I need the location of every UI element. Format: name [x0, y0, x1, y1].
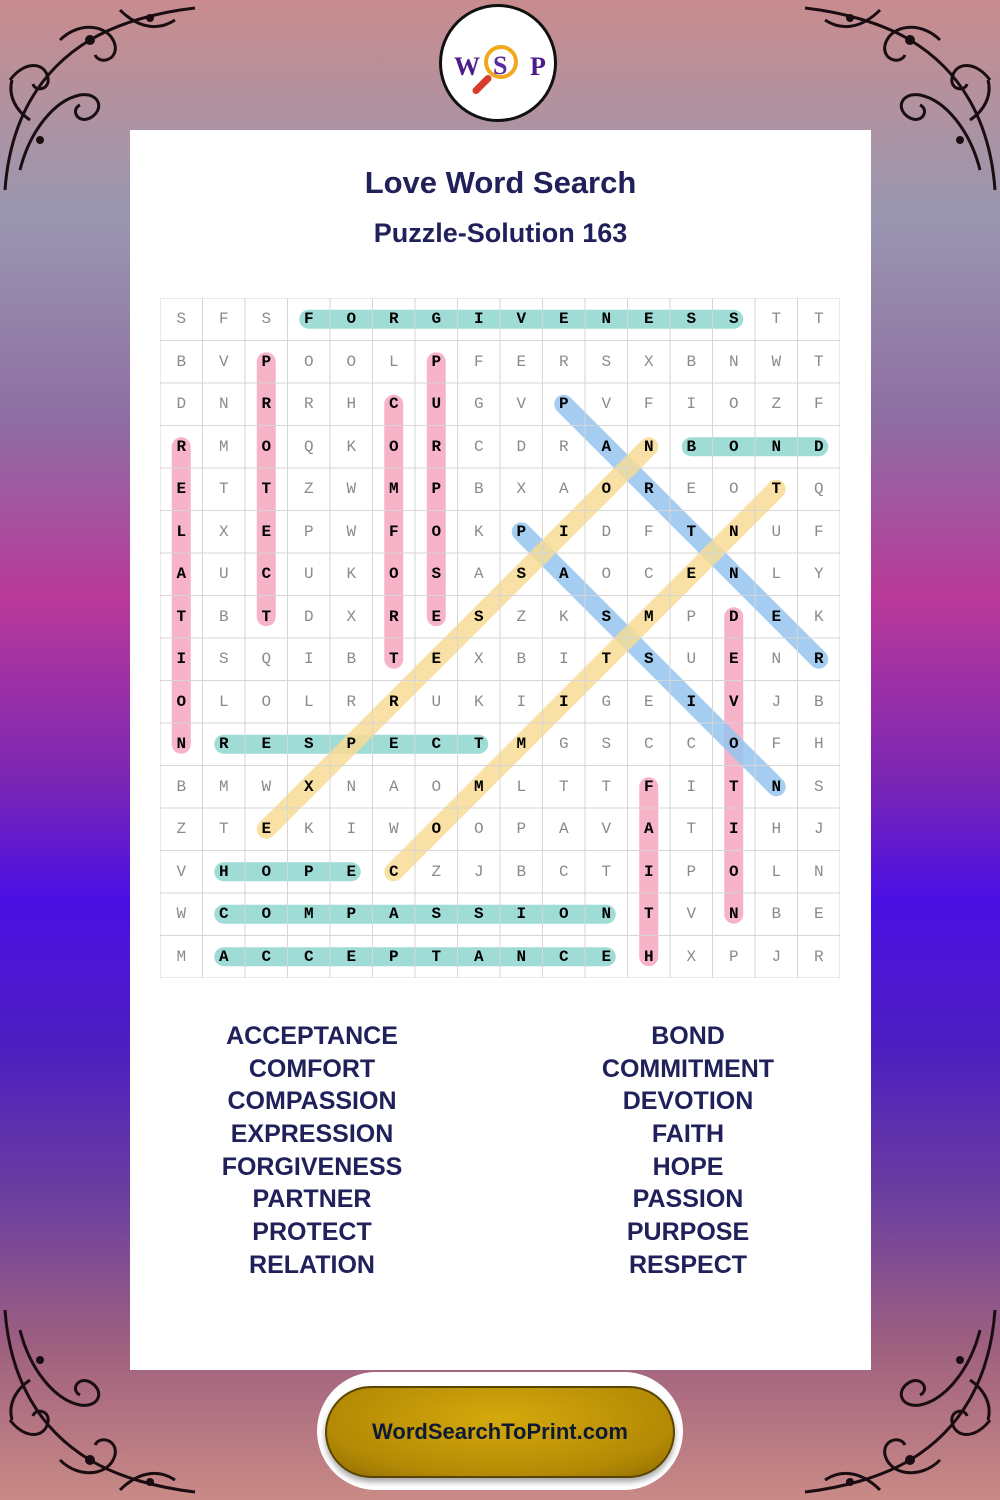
grid-cell: L: [516, 777, 527, 796]
grid-cell: O: [601, 565, 612, 583]
grid-cell: R: [388, 607, 399, 626]
grid-cell: I: [516, 692, 527, 711]
grid-cell: O: [261, 862, 272, 881]
grid-cell: U: [431, 395, 442, 413]
grid-cell: Z: [303, 480, 314, 498]
grid-cell: T: [813, 310, 824, 328]
grid-cell: S: [261, 310, 272, 328]
grid-cell: C: [218, 905, 229, 923]
logo-letter-w: W: [454, 52, 480, 81]
grid-cell: J: [473, 862, 484, 881]
grid-cell: B: [516, 862, 527, 881]
grid-cell: O: [431, 820, 442, 838]
grid-cell: M: [473, 777, 484, 796]
grid-cell: A: [601, 437, 612, 456]
grid-cell: P: [516, 522, 527, 541]
grid-cell: M: [516, 735, 527, 753]
grid-cell: N: [813, 862, 824, 881]
grid-cell: U: [686, 650, 697, 668]
grid-cell: R: [176, 437, 187, 456]
grid-cell: N: [728, 905, 739, 923]
grid-cell: Z: [176, 820, 187, 838]
grid-cell: V: [601, 820, 612, 838]
grid-cell: X: [346, 607, 357, 626]
grid-cell: W: [388, 820, 399, 838]
word-list-right: [488, 1020, 888, 1282]
grid-cell: T: [218, 480, 229, 498]
word-list-item: PURPOSE: [626, 1218, 750, 1247]
grid-cell: B: [771, 905, 782, 923]
grid-cell: G: [431, 310, 442, 328]
grid-cell: T: [558, 777, 569, 796]
grid-cell: T: [473, 735, 484, 753]
grid-cell: S: [601, 735, 612, 753]
grid-cell: A: [558, 565, 569, 583]
grid-cell: V: [218, 352, 229, 371]
grid-cell: K: [346, 437, 357, 456]
grid-cell: E: [261, 522, 272, 541]
word-list-left: [112, 1020, 512, 1282]
grid-cell: M: [643, 607, 654, 626]
grid-cell: X: [516, 480, 527, 498]
word-search-grid: [160, 298, 840, 978]
grid-cell: O: [346, 310, 357, 328]
grid-cell: Z: [516, 607, 527, 626]
grid-cell: P: [346, 905, 357, 923]
grid-cell: M: [176, 947, 187, 966]
grid-cell: O: [728, 735, 739, 753]
grid-cell: C: [558, 947, 569, 966]
grid-cell: N: [771, 777, 782, 796]
grid-cell: R: [813, 650, 824, 668]
grid-cell: H: [346, 395, 357, 413]
grid-cell: E: [346, 947, 357, 966]
grid-cell: W: [346, 480, 357, 498]
grid-cell: N: [643, 437, 654, 456]
grid-cell: R: [643, 480, 654, 498]
grid-cell: F: [303, 310, 314, 328]
grid-cell: I: [558, 692, 569, 711]
grid-cell: O: [728, 862, 739, 881]
grid-cell: M: [218, 437, 229, 456]
grid-cell: K: [346, 565, 357, 583]
grid-cell: D: [728, 607, 739, 626]
grid-cell: P: [303, 522, 314, 541]
grid-cell: L: [176, 522, 187, 541]
grid-cell: R: [813, 947, 824, 966]
grid-cell: Q: [303, 437, 314, 456]
grid-cell: E: [176, 480, 187, 498]
grid-cell: O: [431, 522, 442, 541]
grid-cell: U: [771, 522, 782, 541]
grid-cell: C: [303, 947, 314, 966]
grid-cell: T: [686, 820, 697, 838]
grid-cell: R: [558, 437, 569, 456]
grid-cell: C: [388, 395, 399, 413]
grid-cell: L: [771, 565, 782, 583]
grid-cell: S: [728, 310, 739, 328]
grid-cell: M: [218, 777, 229, 796]
grid-cell: C: [558, 862, 569, 881]
word-list-item: BOND: [651, 1022, 725, 1050]
grid-cell: O: [388, 437, 399, 456]
grid-cell: B: [176, 352, 187, 371]
grid-cell: S: [813, 777, 824, 796]
grid-cell: E: [261, 735, 272, 753]
grid-cell: F: [813, 522, 824, 541]
grid-cell: E: [813, 905, 824, 923]
grid-cell: F: [643, 395, 654, 413]
page-title: Love Word Search: [364, 165, 637, 200]
grid-cell: S: [473, 607, 484, 626]
grid-cell: A: [218, 947, 229, 966]
grid-cell: S: [643, 650, 654, 668]
grid-cell: P: [728, 947, 739, 966]
grid-cell: S: [601, 607, 612, 626]
grid-cell: B: [176, 777, 187, 796]
grid-cell: A: [643, 820, 654, 838]
grid-cell: O: [176, 692, 187, 711]
grid-cell: S: [218, 650, 229, 668]
grid-cell: I: [516, 905, 527, 923]
grid-cell: T: [771, 480, 782, 498]
grid-cell: F: [813, 395, 824, 413]
grid-cell: U: [303, 565, 314, 583]
grid-cell: E: [686, 565, 697, 583]
grid-cell: O: [261, 692, 272, 711]
grid-cell: E: [346, 862, 357, 881]
grid-cell: C: [473, 437, 484, 456]
grid-cell: L: [771, 862, 782, 881]
grid-cell: S: [431, 565, 442, 583]
page-subtitle: Puzzle-Solution 163: [373, 218, 628, 248]
grid-cell: A: [388, 905, 399, 923]
grid-cell: T: [261, 607, 272, 626]
grid-cell: S: [431, 905, 442, 923]
grid-cell: I: [728, 820, 739, 838]
grid-cell: S: [601, 352, 612, 371]
grid-cell: N: [771, 437, 782, 456]
word-list-item: PROTECT: [252, 1218, 372, 1247]
grid-cell: B: [473, 480, 484, 498]
grid-cell: P: [516, 820, 527, 838]
grid-cell: Q: [261, 650, 272, 668]
grid-cell: F: [388, 522, 399, 541]
grid-cell: Q: [813, 480, 824, 498]
grid-cell: X: [473, 650, 484, 668]
grid-cell: C: [686, 735, 697, 753]
grid-cell: A: [558, 820, 569, 838]
grid-cell: W: [771, 352, 782, 371]
word-list-item: DEVOTION: [622, 1087, 754, 1116]
grid-cell: K: [473, 522, 484, 541]
grid-cell: T: [643, 905, 654, 923]
grid-cell: X: [643, 352, 654, 371]
grid-cell: E: [601, 947, 612, 966]
grid-cell: A: [388, 777, 399, 796]
wsp-logo[interactable]: [439, 4, 557, 122]
word-list-item: COMMITMENT: [601, 1054, 775, 1083]
grid-cell: N: [771, 650, 782, 668]
grid-cell: P: [431, 480, 442, 498]
footer-badge: [317, 1372, 683, 1490]
grid-cell: F: [771, 735, 782, 753]
grid-cell: M: [303, 905, 314, 923]
grid-cell: I: [686, 777, 697, 796]
grid-cell: N: [728, 352, 739, 371]
grid-cell: E: [558, 310, 569, 328]
word-list-item: HOPE: [652, 1152, 724, 1181]
grid-cell: N: [728, 522, 739, 541]
grid-cell: C: [643, 735, 654, 753]
logo-letter-s: S: [493, 51, 508, 80]
grid-cell: R: [388, 692, 399, 711]
grid-cell: B: [516, 650, 527, 668]
grid-cell: G: [473, 395, 484, 413]
grid-cell: L: [303, 692, 314, 711]
grid-cell: N: [516, 947, 527, 966]
grid-cell: Z: [771, 395, 782, 413]
grid-cell: J: [771, 692, 782, 711]
grid-cell: T: [601, 650, 612, 668]
grid-cell: H: [771, 820, 782, 838]
grid-cell: I: [176, 650, 187, 668]
grid-cell: U: [218, 565, 229, 583]
grid-cell: P: [388, 947, 399, 966]
grid-cell: S: [303, 735, 314, 753]
grid-cell: V: [601, 395, 612, 413]
grid-cell: R: [388, 310, 399, 328]
grid-cell: S: [516, 565, 527, 583]
grid-cell: J: [771, 947, 782, 966]
grid-cell: P: [346, 735, 357, 753]
grid-cell: F: [473, 352, 484, 371]
grid-cell: D: [303, 607, 314, 626]
grid-cell: E: [388, 735, 399, 753]
grid-cell: R: [303, 395, 314, 413]
grid-cell: C: [643, 565, 654, 583]
grid-cell: O: [473, 820, 484, 838]
word-list-item: PASSION: [632, 1185, 744, 1214]
grid-cell: N: [601, 905, 612, 923]
site-link-button[interactable]: WordSearchToPrint.com: [325, 1386, 675, 1478]
grid-cell: O: [388, 565, 399, 583]
grid-cell: P: [261, 352, 272, 371]
grid-cell: B: [218, 607, 229, 626]
grid-cell: D: [516, 437, 527, 456]
grid-cell: P: [686, 862, 697, 881]
grid-cell: C: [388, 862, 399, 881]
grid-cell: B: [813, 692, 824, 711]
grid-cell: N: [601, 310, 612, 328]
grid-cell: T: [388, 650, 399, 668]
grid-cell: C: [261, 565, 272, 583]
grid-cell: M: [388, 480, 399, 498]
grid-cell: R: [558, 352, 569, 371]
grid-cell: F: [643, 777, 654, 796]
grid-cell: B: [346, 650, 357, 668]
grid-cell: A: [176, 565, 187, 583]
grid-cell: T: [601, 862, 612, 881]
grid-cell: O: [261, 437, 272, 456]
grid-cell: B: [686, 352, 697, 371]
logo-letter-p: P: [530, 52, 546, 81]
word-list-item: FAITH: [651, 1120, 725, 1149]
grid-cell: K: [303, 820, 314, 838]
grid-cell: I: [643, 862, 654, 881]
grid-cell: N: [176, 735, 187, 753]
grid-cell: C: [261, 947, 272, 966]
grid-cell: O: [728, 480, 739, 498]
grid-cell: O: [728, 395, 739, 413]
grid-cell: T: [218, 820, 229, 838]
grid-cell: B: [686, 437, 697, 456]
grid-cell: R: [218, 735, 229, 753]
grid-cell: F: [643, 522, 654, 541]
grid-cell: R: [261, 395, 272, 413]
grid-cell: A: [473, 947, 484, 966]
grid-cell: T: [771, 310, 782, 328]
grid-cell: D: [601, 522, 612, 541]
grid-cell: I: [473, 310, 484, 328]
grid-cell: W: [261, 777, 272, 796]
grid-cell: Y: [813, 565, 824, 583]
grid-cell: T: [728, 777, 739, 796]
grid-cell: P: [558, 395, 569, 413]
grid-cell: O: [303, 352, 314, 371]
grid-cell: O: [346, 352, 357, 371]
grid-cell: O: [431, 777, 442, 796]
grid-cell: J: [813, 820, 824, 838]
grid-cell: V: [176, 862, 187, 881]
grid-cell: V: [686, 905, 697, 923]
grid-cell: X: [218, 522, 229, 541]
grid-cell: E: [516, 352, 527, 371]
grid-cell: U: [431, 692, 442, 711]
grid-cell: X: [303, 777, 314, 796]
grid-cell: L: [388, 352, 399, 371]
word-list-item: RESPECT: [628, 1250, 748, 1279]
word-list-item: ACCEPTANCE: [226, 1022, 398, 1050]
grid-cell: E: [686, 480, 697, 498]
grid-cell: H: [643, 947, 654, 966]
grid-cell: T: [601, 777, 612, 796]
grid-cell: E: [728, 650, 739, 668]
grid-cell: E: [643, 310, 654, 328]
word-list-item: FORGIVENESS: [221, 1152, 403, 1181]
grid-cell: O: [728, 437, 739, 456]
grid-cell: E: [431, 607, 442, 626]
grid-cell: I: [686, 692, 697, 711]
grid-cell: O: [558, 905, 569, 923]
grid-cell: I: [558, 522, 569, 541]
grid-cell: R: [346, 692, 357, 711]
grid-cell: C: [431, 735, 442, 753]
grid-cell: T: [686, 522, 697, 541]
grid-cell: V: [728, 692, 739, 711]
grid-cell: P: [303, 862, 314, 881]
grid-cell: N: [218, 395, 229, 413]
grid-cell: F: [218, 310, 229, 328]
grid-cell: G: [601, 692, 612, 711]
word-list-item: COMPASSION: [227, 1087, 397, 1116]
grid-cell: G: [558, 735, 569, 753]
grid-cell: N: [346, 777, 357, 796]
grid-cell: A: [558, 480, 569, 498]
grid-cell: W: [176, 905, 187, 923]
grid-cell: O: [601, 480, 612, 498]
word-list-item: EXPRESSION: [230, 1120, 394, 1149]
grid-cell: T: [176, 607, 187, 626]
grid-cell: T: [813, 352, 824, 371]
grid-cell: H: [218, 862, 229, 881]
grid-cell: P: [686, 607, 697, 626]
grid-cell: S: [686, 310, 697, 328]
grid-cell: K: [558, 607, 569, 626]
grid-cell: I: [303, 650, 314, 668]
grid-cell: I: [686, 395, 697, 413]
grid-cell: Z: [431, 862, 442, 881]
grid-cell: H: [813, 735, 824, 753]
grid-cell: E: [643, 692, 654, 711]
grid-cell: E: [431, 650, 442, 668]
grid-cell: O: [261, 905, 272, 923]
grid-cell: D: [813, 437, 824, 456]
grid-cell: P: [431, 352, 442, 371]
grid-cell: W: [346, 522, 357, 541]
grid-cell: R: [431, 437, 442, 456]
word-list-item: COMFORT: [248, 1054, 376, 1083]
grid-cell: N: [728, 565, 739, 583]
grid-cell: L: [218, 692, 229, 711]
grid-cell: A: [473, 565, 484, 583]
grid-cell: V: [516, 395, 527, 413]
grid-cell: T: [431, 947, 442, 966]
grid-cell: S: [176, 310, 187, 328]
grid-cell: T: [261, 480, 272, 498]
grid-cell: I: [346, 820, 357, 838]
grid-cell: D: [176, 395, 187, 413]
grid-cell: S: [473, 905, 484, 923]
grid-cell: I: [558, 650, 569, 668]
word-list-item: PARTNER: [252, 1185, 372, 1214]
grid-cell: K: [813, 607, 824, 626]
grid-cell: E: [771, 607, 782, 626]
grid-cell: V: [516, 310, 527, 328]
word-list-item: RELATION: [249, 1250, 375, 1279]
grid-cell: X: [686, 947, 697, 966]
grid-cell: E: [261, 820, 272, 838]
grid-cell: K: [473, 692, 484, 711]
